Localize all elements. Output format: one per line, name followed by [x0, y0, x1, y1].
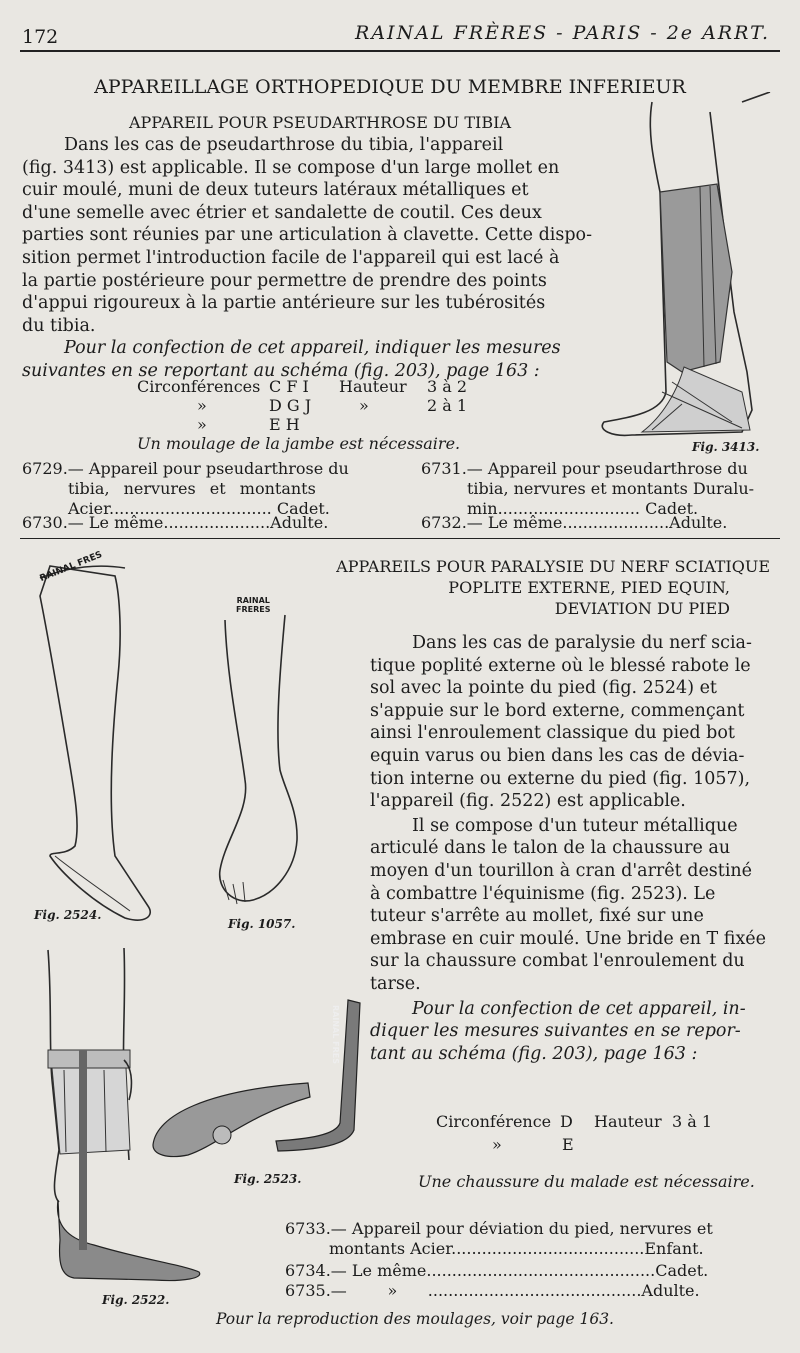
- section2-heading: APPAREILS POUR PARALYSIE DU NERF SCIATIQUE POPLITE EXTERNE, PIED EQUIN, DEVIATION DU PIED: [336, 557, 770, 618]
- s1-line: cuir moulé, muni de deux tuteurs latéraux métalliques et: [22, 180, 529, 201]
- s1-line: du tibia.: [22, 315, 96, 336]
- s1-confection: suivantes en se reportant au schéma (fig. 203), page 163 :: [22, 360, 540, 381]
- item-6735: 6735.— » ..........................................Adulte.: [285, 1281, 700, 1300]
- fig-3413-illustration: [592, 92, 772, 447]
- page-number: 172: [22, 26, 59, 48]
- s1-line: la partie postérieure pour permettre de prendre des points: [22, 270, 547, 291]
- item-6732: 6732.— Le même.....................Adulte.: [421, 513, 728, 532]
- s2-note: Une chaussure du malade est nécessaire.: [418, 1172, 755, 1191]
- fig-2522-label: Fig. 2522.: [102, 1293, 170, 1307]
- fig-1057-label: Fig. 1057.: [228, 917, 296, 931]
- s1-note: Un moulage de la jambe est nécessaire.: [137, 434, 461, 453]
- section2-paragraph: Dans les cas de paralysie du nerf scia- tique poplité externe où le blessé rabote le sol avec la pointe du pied (fig. 2524) et s'appuie sur le bord externe, commençant ainsi l'enroulement classique du pied bot equin varus ou bien dans les cas de dévia- tion interne ou externe du pied (fig. 1057), l'appareil (fig. 2522) est applicable. Il se compose d'un tuteur métallique articulé dans le talon de la chaussure au moyen d'un tourillon à cran d'arrêt destiné à combattre l'équinisme (fig. 2523). Le tuteur s'arrête au mollet, fixé sur une embrase en cuir moulé. Une bride en T fixée sur la chaussure combat l'enroulement du tarse. Pour la confection de cet appareil, in- diquer les mesures suivantes en se repor- tant au schéma (fig. 203), page 163 :: [370, 633, 767, 1064]
- fig-1057-illustration: [205, 600, 315, 915]
- section-divider: [20, 538, 780, 539]
- s1-line: sition permet l'introduction facile de l'appareil qui est lacé à: [22, 247, 560, 268]
- section1-paragraph: [22, 134, 594, 383]
- item-6734: 6734.— Le même.............................................Cadet.: [285, 1261, 709, 1280]
- item-6733: 6733.— Appareil pour déviation du pied, nervures et montants Acier......................................Enfant.: [285, 1219, 713, 1258]
- item-6729: 6729.— Appareil pour pseudarthrose du tibia, nervures et montants Acier................................ Cadet.: [22, 459, 349, 518]
- s1-confection: Pour la confection de cet appareil, indiquer les mesures: [64, 338, 561, 359]
- fig-3413-label: Fig. 3413.: [692, 440, 760, 454]
- s1-line: (fig. 3413) est applicable. Il se compose d'un large mollet en: [22, 157, 560, 178]
- fig-2524-label: Fig. 2524.: [34, 908, 102, 922]
- s1-line: Dans les cas de pseudarthrose du tibia, l'appareil: [64, 135, 504, 155]
- fig-2523-label: Fig. 2523.: [234, 1172, 302, 1186]
- s1-line: d'une semelle avec étrier et sandalette de coutil. Ces deux: [22, 202, 542, 223]
- s1-line: parties sont réunies par une articulation à clavette. Cette dispo-: [22, 225, 593, 246]
- stamp-rainal-freres: RAINAL FRERES: [236, 596, 271, 614]
- item-6731: 6731.— Appareil pour pseudarthrose du tibia, nervures et montants Duralu- min............................ Cadet.: [421, 459, 755, 518]
- stamp-rainal-vertical: RAINAL FRES: [331, 1005, 340, 1064]
- page-title: APPAREILLAGE ORTHOPEDIQUE DU MEMBRE INFERIEUR: [94, 76, 686, 98]
- running-title: RAINAL FRÈRES - PARIS - 2e ARRT.: [355, 22, 770, 44]
- stamp-rainal-fres: RAINAL FRES: [38, 549, 104, 585]
- footer-caption: Pour la reproduction des moulages, voir page 163.: [215, 1310, 614, 1328]
- header-rule: [20, 50, 780, 52]
- fig-2524-illustration: [30, 556, 180, 926]
- section1-heading: APPAREIL POUR PSEUDARTHROSE DU TIBIA: [128, 113, 511, 132]
- s1-line: d'appui rigoureux à la partie antérieure sur les tubérosités: [22, 293, 546, 314]
- item-6730: 6730.— Le même.....................Adulte.: [22, 513, 329, 532]
